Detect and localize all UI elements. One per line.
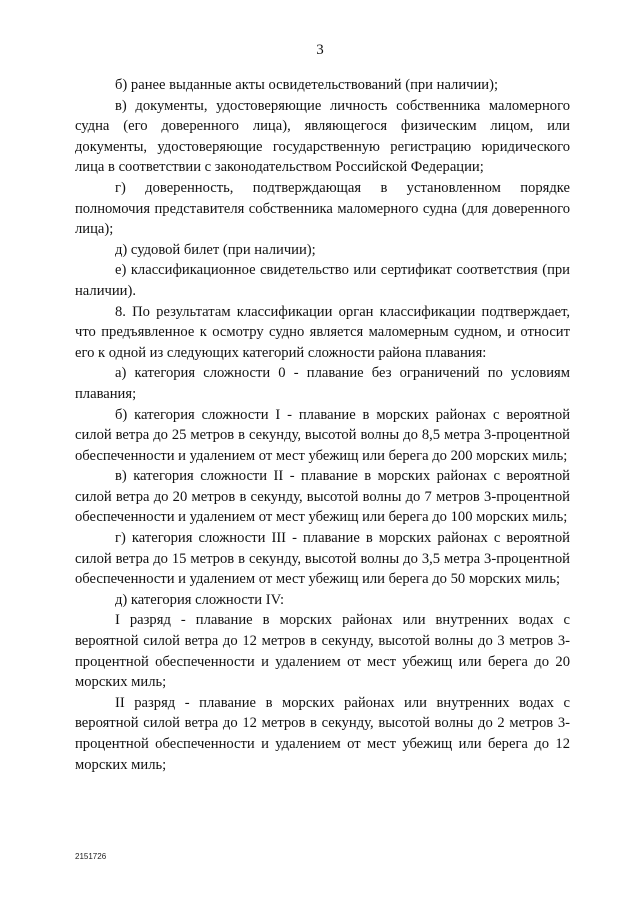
paragraph-e-classification-certificate: е) классификационное свидетельство или сертификат соответствия (при наличии). <box>75 262 570 299</box>
paragraph-category-4-class-2: II разряд - плавание в морских районах или внутренних водах с вероятной силой ветра до 12 метров в секунду, высотой волны до 2 метров 3-процентной обеспеченности и удалением от мест убежищ или берега до 12 морских миль; <box>75 694 570 773</box>
paragraph-a-category-0: а) категория сложности 0 - плавание без ограничений по условиям плавания; <box>75 365 570 402</box>
document-code: 2151726 <box>75 852 107 861</box>
paragraph-v-identity-docs: в) документы, удостоверяющие личность собственника маломерного судна (его доверенного лица), являющегося физическим лицом, или документы, удостоверяющие государственную регистрацию юридического лица в соответствии с законодательством Российской Федерации; <box>75 97 570 176</box>
paragraph-category-4-class-1: I разряд - плавание в морских районах или внутренних водах с вероятной силой ветра до 12 метров в секунду, высотой волны до 3 метров 3-процентной обеспеченности и удалением от мест убежищ или берега до 20 морских миль; <box>75 612 570 691</box>
paragraph-d-category-4: д) категория сложности IV: <box>115 591 285 608</box>
document-body <box>75 75 570 775</box>
paragraph-d-ship-ticket: д) судовой билет (при наличии); <box>115 241 316 258</box>
paragraph-g-power-of-attorney: г) доверенность, подтверждающая в установленном порядке полномочия представителя собственника маломерного судна (для доверенного лица); <box>75 179 570 238</box>
paragraph-b-category-1: б) категория сложности I - плавание в морских районах с вероятной силой ветра до 25 метров в секунду, высотой волны до 8,5 метра 3-процентной обеспеченности и удалением от мест убежищ или берега до 200 морских миль; <box>75 406 570 464</box>
paragraph-8-classification-result: 8. По результатам классификации орган классификации подтверждает, что предъявленное к осмотру судно является маломерным судном, и относит его к одной из следующих категорий сложности района плавания: <box>75 303 570 361</box>
paragraph-g-category-3: г) категория сложности III - плавание в морских районах с вероятной силой ветра до 15 метров в секунду, высотой волны до 3,5 метра 3-процентной обеспеченности и удалением от мест убежищ или берега до 50 морских миль; <box>75 530 570 588</box>
paragraph-b-prior-acts: б) ранее выданные акты освидетельствований (при наличии); <box>115 77 499 93</box>
page-number: 3 <box>316 42 324 58</box>
paragraph-v-category-2: в) категория сложности II - плавание в морских районах с вероятной силой ветра до 20 метров в секунду, высотой волны до 7 метров 3-процентной обеспеченности и удалением от мест убежищ или берега до 100 морских миль; <box>75 468 570 526</box>
